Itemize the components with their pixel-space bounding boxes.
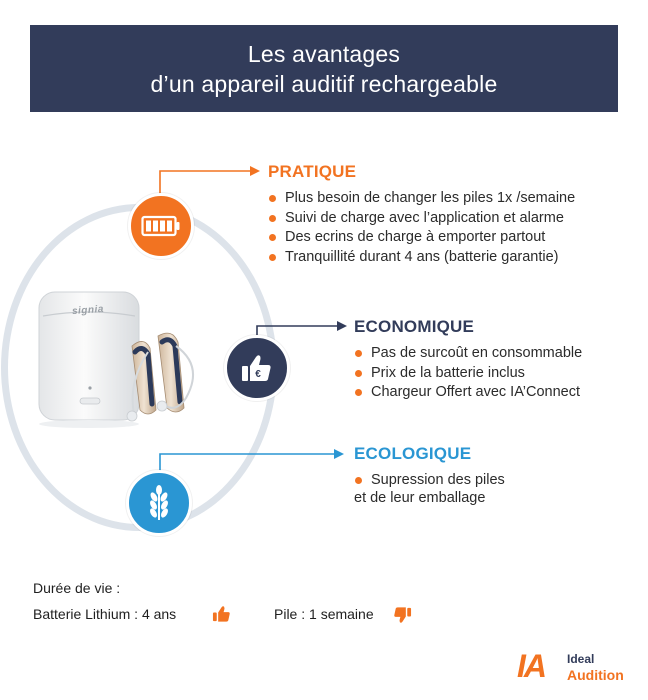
connector-pratique: [158, 163, 263, 197]
thumbs-up-icon: [212, 604, 231, 623]
battery-icon: [141, 215, 181, 237]
list-item: Plus besoin de changer les piles 1x /semaine: [268, 189, 575, 209]
ecologique-extra-line: et de leur emballage: [354, 490, 486, 506]
hearing-aid-charger-illustration: [36, 286, 211, 431]
economique-bullet-list: [354, 344, 582, 403]
section-title-economique: ECONOMIQUE: [354, 317, 475, 336]
lithium-lifetime: Batterie Lithium : 4 ans: [33, 606, 177, 622]
list-item: Suivi de charge avec l’application et alarme: [268, 209, 575, 229]
pratique-bullet-list: [268, 189, 575, 267]
economique-circle: [224, 335, 290, 401]
ecologique-bullet-list: [354, 471, 505, 491]
brand-label: signia: [71, 303, 105, 318]
connector-ecologique: [158, 446, 348, 474]
list-item: Des ecrins de charge à emporter partout: [268, 228, 575, 248]
list-item: Pas de surcoût en consommable: [354, 344, 582, 364]
list-item: Chargeur Offert avec IA’Connect: [354, 383, 582, 403]
section-title-ecologique: ECOLOGIQUE: [354, 444, 472, 463]
pratique-circle: [128, 193, 194, 259]
ideal-audition-logo: [517, 648, 624, 686]
logo-line-2: Audition: [567, 667, 624, 683]
ecologique-circle: [126, 470, 192, 536]
list-item: Supression des piles: [354, 471, 505, 491]
logo-line-1: Ideal: [567, 652, 595, 666]
section-title-pratique: PRATIQUE: [268, 162, 357, 181]
header-banner: [30, 25, 618, 112]
wheat-icon: [143, 485, 175, 521]
pile-lifetime: Pile : 1 semaine: [274, 606, 374, 622]
connector-economique: [255, 318, 350, 338]
lifetime-label: Durée de vie :: [33, 580, 121, 596]
logo-mark: IA: [517, 648, 545, 684]
thumbs-up-euro-icon: [240, 351, 274, 385]
list-item: Prix de la batterie inclus: [354, 364, 582, 384]
svg-text:€: €: [255, 369, 261, 380]
list-item: Tranquillité durant 4 ans (batterie garantie): [268, 248, 575, 268]
title-line-1: Les avantages: [247, 40, 401, 67]
title-line-2: d’un appareil auditif rechargeable: [150, 70, 498, 97]
thumbs-down-icon: [393, 606, 412, 625]
